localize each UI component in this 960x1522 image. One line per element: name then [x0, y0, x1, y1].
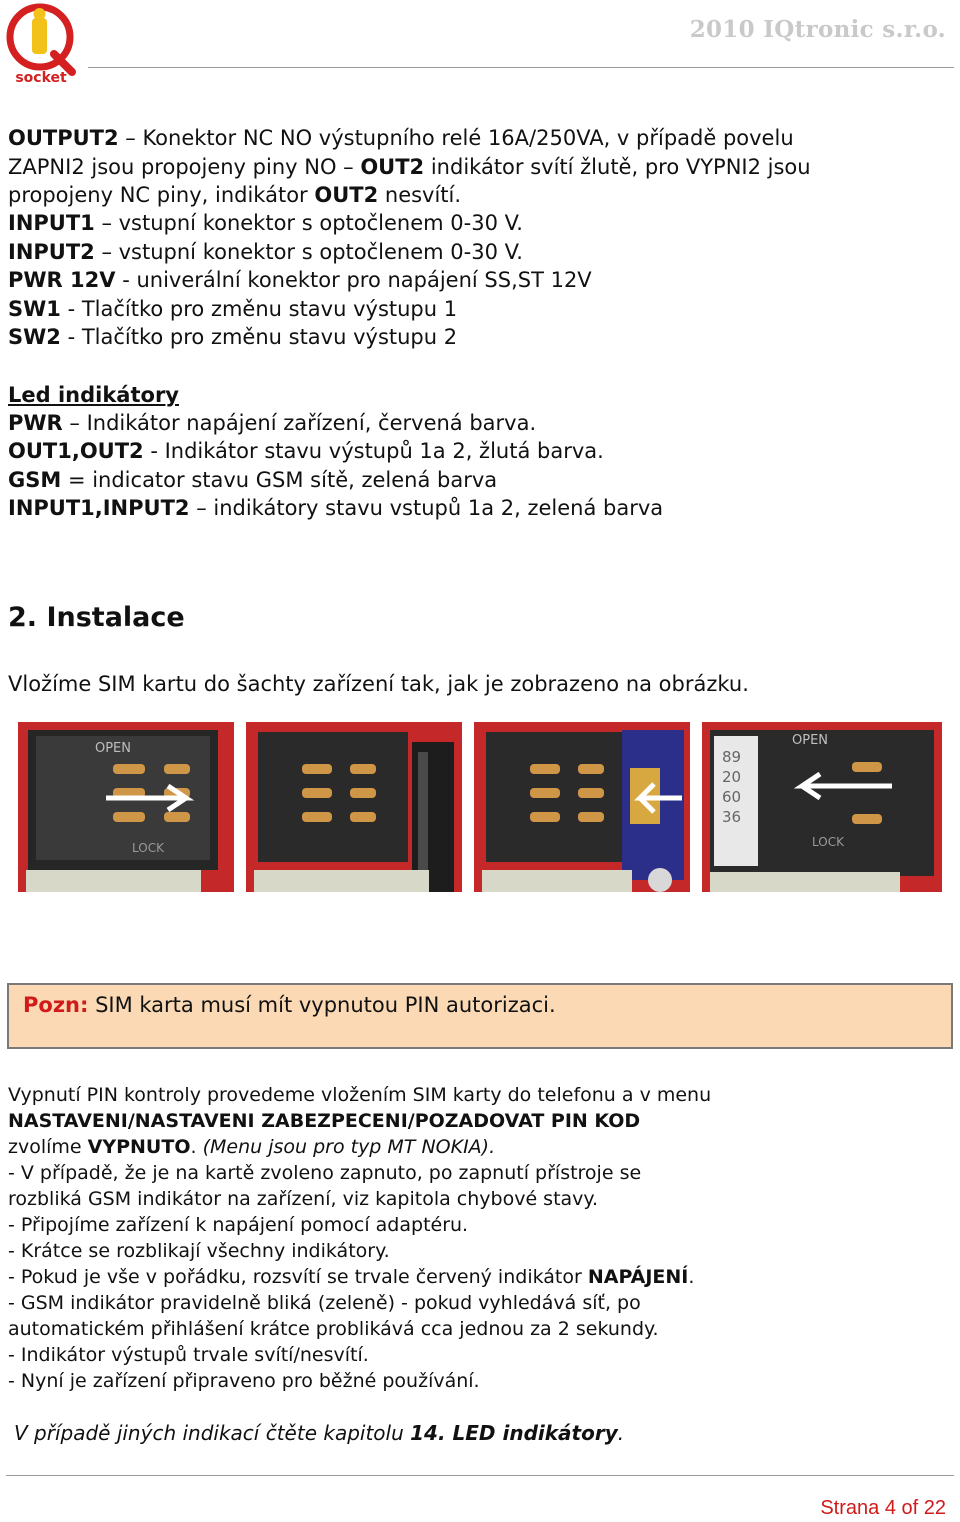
sim-photo-4 [702, 722, 942, 892]
svg-text:socket: socket [15, 70, 67, 84]
header-company: 2010 IQtronic s.r.o. [689, 16, 946, 43]
led-heading: Led indikátory [8, 383, 179, 407]
steps-item-5: - GSM indikátor pravidelně bliká (zeleně) - pokud vyhledává síť, po [8, 1292, 641, 1314]
steps-item-1: - V případě, že je na kartě zvoleno zapnuto, po zapnutí přístroje se [8, 1162, 642, 1184]
svg-text:36: 36 [722, 808, 742, 826]
note-box [7, 983, 953, 1049]
steps-item-5-cont: automatickém přihlášení krátce problikává cca jednou za 2 sekundy. [8, 1318, 659, 1340]
iqsocket-logo [2, 2, 80, 84]
connector-input1-line: INPUT1 – vstupní konektor s optočlenem 0-30 V. [8, 211, 523, 235]
steps-item-2: - Připojíme zařízení k napájení pomocí adaptéru. [8, 1214, 469, 1236]
led-item-gsm: GSM = indicator stavu GSM sítě, zelená barva [8, 468, 498, 492]
led-item-inputs: INPUT1,INPUT2 – indikátory stavu vstupů 1a 2, zelená barva [8, 496, 664, 520]
page-number: Strana 4 of 22 [820, 1497, 946, 1519]
note-text: Pozn: SIM karta musí mít vypnutou PIN autorizaci. [23, 993, 556, 1017]
sim-photo-1 [18, 722, 234, 892]
footer-divider [6, 1475, 954, 1476]
connector-sw1-line: SW1 - Tlačítko pro změnu stavu výstupu 1 [8, 297, 458, 321]
steps-item-3: - Krátce se rozblikají všechny indikátory. [8, 1240, 390, 1262]
section-intro: Vložíme SIM kartu do šachty zařízení tak, jak je zobrazeno na obrázku. [8, 672, 749, 696]
connector-output2-line: OUTPUT2 – Konektor NC NO výstupního relé 16A/250VA, v případě povelu [8, 126, 794, 150]
svg-text:LOCK: LOCK [812, 835, 844, 849]
section-heading: 2. Instalace [8, 602, 185, 633]
svg-text:OPEN: OPEN [94, 741, 132, 756]
connector-output2-line-2: ZAPNI2 jsou propojeny piny NO – OUT2 indikátor svítí žlutě, pro VYPNI2 jsou [8, 155, 811, 179]
svg-text:LOCK: LOCK [132, 841, 164, 855]
connector-pwr-line: PWR 12V - univerální konektor pro napájení SS,ST 12V [8, 268, 592, 292]
steps-item-7: - Nyní je zařízení připraveno pro běžné používání. [8, 1370, 480, 1392]
sim-photo-3 [474, 722, 690, 892]
svg-text:20: 20 [722, 768, 742, 786]
svg-text:89: 89 [722, 748, 742, 766]
final-reference: V případě jiných indikací čtěte kapitolu 14. LED indikátory. [14, 1421, 625, 1445]
sim-photo-2 [246, 722, 462, 892]
connector-input2-line: INPUT2 – vstupní konektor s optočlenem 0-30 V. [8, 240, 523, 264]
steps-menu-path: NASTAVENI/NASTAVENI ZABEZPECENI/POZADOVAT PIN KOD [8, 1110, 641, 1132]
header-divider [88, 67, 954, 68]
steps-para-1: Vypnutí PIN kontroly provedeme vložením SIM karty do telefonu a v menu [8, 1084, 712, 1106]
note-label: Pozn: [23, 993, 89, 1017]
connector-sw2-line: SW2 - Tlačítko pro změnu stavu výstupu 2 [8, 325, 458, 349]
steps-item-6: - Indikátor výstupů trvale svítí/nesvítí. [8, 1344, 369, 1366]
svg-text:60: 60 [722, 788, 742, 806]
steps-item-4: - Pokud je vše v pořádku, rozsvítí se trvale červený indikátor NAPÁJENÍ. [8, 1266, 695, 1288]
led-item-pwr: PWR – Indikátor napájení zařízení, červená barva. [8, 411, 537, 435]
led-item-out: OUT1,OUT2 - Indikátor stavu výstupů 1a 2, žlutá barva. [8, 439, 604, 463]
connector-output2-line-3: propojeny NC piny, indikátor OUT2 nesvítí. [8, 183, 462, 207]
steps-item-1-cont: rozbliká GSM indikátor na zařízení, viz kapitola chybové stavy. [8, 1188, 598, 1210]
steps-para-3: zvolíme VYPNUTO. (Menu jsou pro typ MT NOKIA). [8, 1136, 496, 1158]
svg-text:OPEN: OPEN [792, 733, 829, 748]
